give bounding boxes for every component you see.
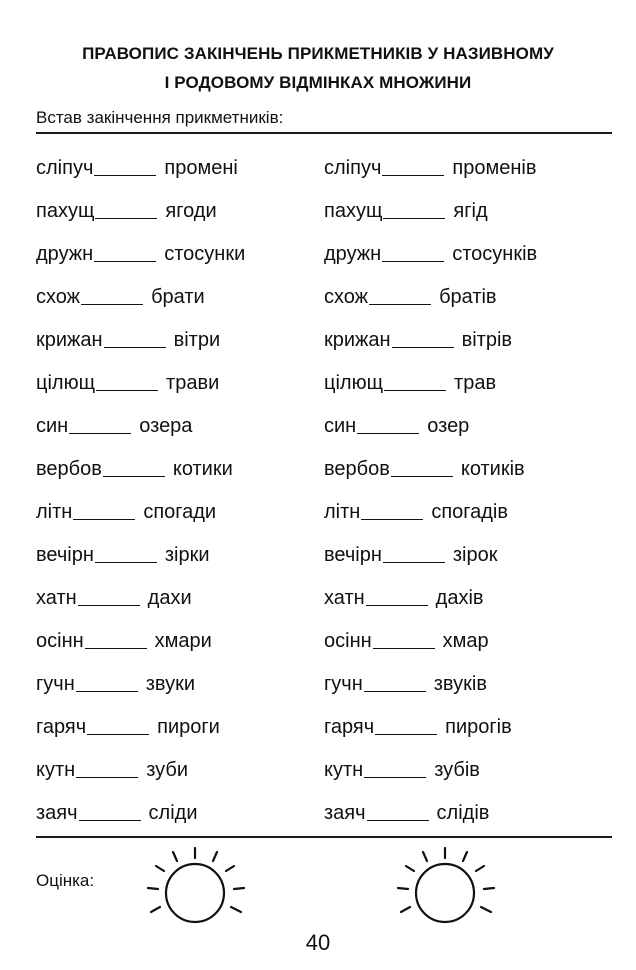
adjective-stem: цілющ	[324, 372, 384, 394]
exercise-row	[36, 706, 326, 749]
noun-word: сліди	[148, 802, 198, 824]
ending-blank[interactable]	[384, 372, 446, 391]
adjective-stem: осінн	[36, 630, 84, 652]
noun-word: вітрів	[461, 329, 513, 351]
adjective-stem: сліпуч	[324, 157, 382, 179]
exercise-row	[324, 147, 614, 190]
ending-blank[interactable]	[382, 157, 444, 176]
noun-word: котики	[172, 458, 233, 480]
exercise-row	[324, 620, 614, 663]
ending-blank[interactable]	[69, 415, 131, 434]
adjective-stem: осінн	[324, 630, 372, 652]
noun-word: пирогів	[445, 716, 512, 738]
ending-blank[interactable]	[96, 372, 158, 391]
ending-blank[interactable]	[367, 802, 429, 821]
bottom-divider	[36, 836, 612, 838]
exercise-row	[36, 147, 326, 190]
page-title-line-1: ПРАВОПИС ЗАКІНЧЕНЬ ПРИКМЕТНИКІВ У НАЗИВНОМУ	[82, 44, 554, 63]
ending-blank[interactable]	[73, 501, 135, 520]
ending-blank[interactable]	[103, 458, 165, 477]
noun-word: трави	[166, 372, 220, 394]
adjective-stem: син	[324, 415, 357, 437]
adjective-stem: вербов	[36, 458, 102, 480]
adjective-stem: дружн	[324, 243, 382, 265]
exercise-row	[36, 190, 326, 233]
page-title-line-2: І РОДОВОМУ ВІДМІНКАХ МНОЖИНИ	[164, 73, 472, 92]
ending-blank[interactable]	[382, 243, 444, 262]
ending-blank[interactable]	[94, 243, 156, 262]
noun-word: котиків	[460, 458, 525, 480]
exercise-row	[324, 362, 614, 405]
left-column-nominative	[36, 147, 326, 835]
exercise-row	[324, 491, 614, 534]
noun-word: променів	[452, 157, 537, 179]
exercise-row	[324, 792, 614, 835]
adjective-stem: крижан	[36, 329, 103, 351]
exercise-row	[324, 663, 614, 706]
exercise-row	[324, 534, 614, 577]
exercise-row	[36, 276, 326, 319]
noun-word: трав	[454, 372, 497, 394]
exercise-row	[36, 448, 326, 491]
noun-word: стосунки	[164, 243, 246, 265]
ending-blank[interactable]	[369, 286, 431, 305]
ending-blank[interactable]	[79, 802, 141, 821]
ending-blank[interactable]	[361, 501, 423, 520]
grade-label: Оцінка:	[36, 871, 95, 890]
noun-word: звуків	[433, 673, 487, 695]
ending-blank[interactable]	[76, 759, 138, 778]
ending-blank[interactable]	[383, 200, 445, 219]
exercise-row	[36, 233, 326, 276]
adjective-stem: вербов	[324, 458, 390, 480]
adjective-stem: гучн	[36, 673, 75, 695]
noun-word: вітри	[173, 329, 221, 351]
noun-word: хмар	[442, 630, 489, 652]
adjective-stem: дружн	[36, 243, 94, 265]
ending-blank[interactable]	[81, 286, 143, 305]
adjective-stem: гаряч	[324, 716, 375, 738]
adjective-stem: вечірн	[324, 544, 382, 566]
ending-blank[interactable]	[85, 630, 147, 649]
exercise-row	[324, 405, 614, 448]
exercise-row	[36, 663, 326, 706]
ending-blank[interactable]	[87, 716, 149, 735]
adjective-stem: кутн	[324, 759, 364, 781]
ending-blank[interactable]	[357, 415, 419, 434]
ending-blank[interactable]	[375, 716, 437, 735]
ending-blank[interactable]	[94, 157, 156, 176]
ending-blank[interactable]	[391, 458, 453, 477]
noun-word: брати	[151, 286, 205, 308]
noun-word: ягід	[453, 200, 488, 222]
adjective-stem: гучн	[324, 673, 363, 695]
ending-blank[interactable]	[364, 759, 426, 778]
top-divider	[36, 132, 612, 134]
exercise-row	[36, 405, 326, 448]
adjective-stem: сліпуч	[36, 157, 94, 179]
noun-word: зубів	[434, 759, 480, 781]
noun-word: дахи	[147, 587, 192, 609]
noun-word: озера	[139, 415, 193, 437]
exercise-row	[36, 319, 326, 362]
exercise-row	[36, 620, 326, 663]
adjective-stem: цілющ	[36, 372, 96, 394]
instruction-text: Встав закінчення прикметників:	[36, 108, 284, 127]
adjective-stem: заяч	[36, 802, 78, 824]
exercise-row	[36, 534, 326, 577]
noun-word: хмари	[154, 630, 212, 652]
ending-blank[interactable]	[373, 630, 435, 649]
ending-blank[interactable]	[104, 329, 166, 348]
adjective-stem: крижан	[324, 329, 391, 351]
ending-blank[interactable]	[392, 329, 454, 348]
noun-word: звуки	[145, 673, 196, 695]
exercise-row	[324, 577, 614, 620]
exercise-row	[36, 749, 326, 792]
noun-word: дахів	[435, 587, 484, 609]
page-number: 40	[305, 930, 331, 955]
adjective-stem: син	[36, 415, 69, 437]
noun-word: стосунків	[452, 243, 538, 265]
right-column-genitive	[324, 147, 614, 835]
noun-word: ягоди	[165, 200, 217, 222]
exercise-row	[36, 577, 326, 620]
adjective-stem: хатн	[324, 587, 365, 609]
exercise-row	[324, 319, 614, 362]
ending-blank[interactable]	[78, 587, 140, 606]
adjective-stem: літн	[324, 501, 361, 523]
adjective-stem: вечірн	[36, 544, 94, 566]
noun-word: зірки	[164, 544, 210, 566]
exercise-row	[324, 448, 614, 491]
ending-blank[interactable]	[95, 544, 157, 563]
exercise-row	[36, 491, 326, 534]
noun-word: зірок	[452, 544, 498, 566]
ending-blank[interactable]	[95, 200, 157, 219]
adjective-stem: гаряч	[36, 716, 87, 738]
adjective-stem: літн	[36, 501, 73, 523]
adjective-stem: схож	[36, 286, 81, 308]
adjective-stem: схож	[324, 286, 369, 308]
noun-word: пироги	[157, 716, 220, 738]
adjective-stem: кутн	[36, 759, 76, 781]
exercise-row	[324, 276, 614, 319]
adjective-stem: заяч	[324, 802, 366, 824]
exercise-row	[324, 749, 614, 792]
exercise-row	[36, 362, 326, 405]
adjective-stem: пахущ	[324, 200, 383, 222]
exercise-row	[324, 233, 614, 276]
exercise-row	[36, 792, 326, 835]
noun-word: спогади	[143, 501, 217, 523]
ending-blank[interactable]	[364, 673, 426, 692]
noun-word: слідів	[436, 802, 490, 824]
ending-blank[interactable]	[383, 544, 445, 563]
noun-word: братів	[439, 286, 497, 308]
ending-blank[interactable]	[76, 673, 138, 692]
exercise-row	[324, 706, 614, 749]
adjective-stem: хатн	[36, 587, 77, 609]
noun-word: зуби	[146, 759, 188, 781]
adjective-stem: пахущ	[36, 200, 95, 222]
exercise-row	[324, 190, 614, 233]
noun-word: спогадів	[431, 501, 508, 523]
noun-word: промені	[164, 157, 238, 179]
noun-word: озер	[427, 415, 470, 437]
ending-blank[interactable]	[366, 587, 428, 606]
